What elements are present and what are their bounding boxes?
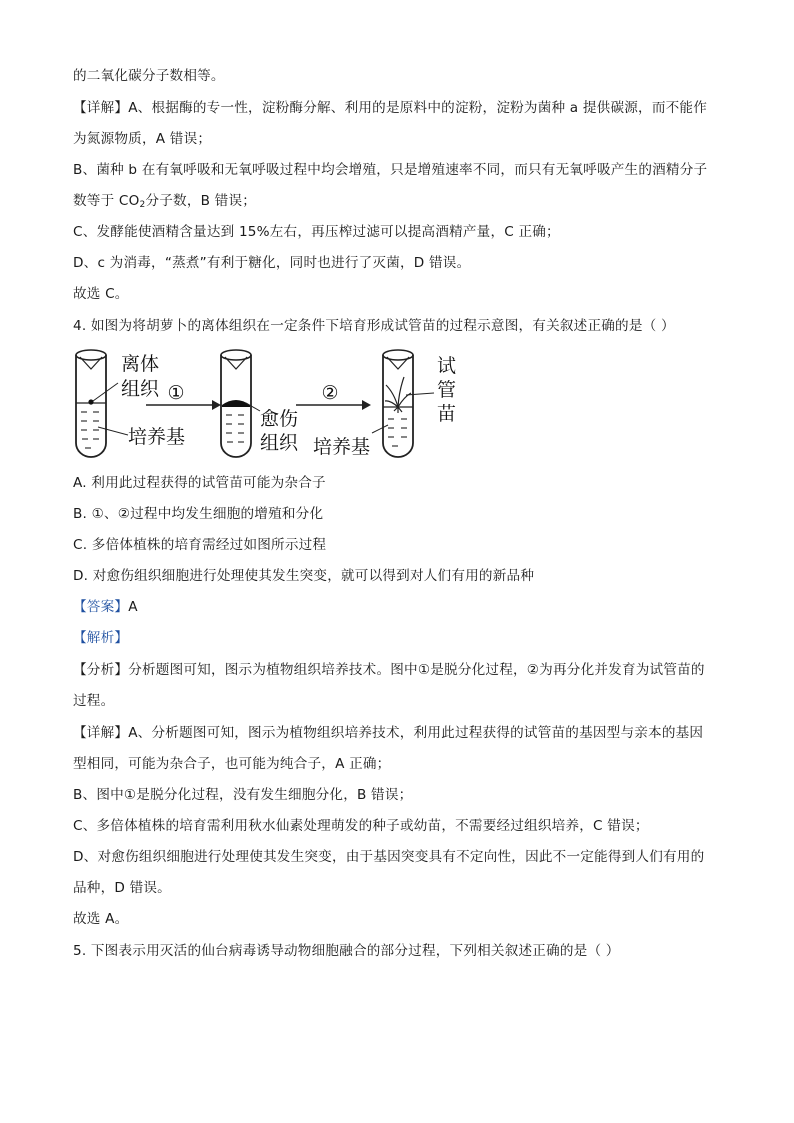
q4-fenxi-cont: 过程。 xyxy=(73,693,115,709)
q4-detail-a-cont: 型相同，可能为杂合子，也可能为纯合子，A 正确； xyxy=(73,756,391,772)
prev-detail-a-cont: 为氮源物质，A 错误； xyxy=(73,131,212,147)
q4-choose: 故选 A。 xyxy=(73,911,129,927)
step-2-label: ② xyxy=(321,382,339,404)
tissue-culture-figure xyxy=(68,345,468,465)
prev-detail-b: B、菌种 b 在有氧呼吸和无氧呼吸过程中均会增殖，只是增殖速率不同，而只有无氧呼吸产生的酒精分子 xyxy=(73,162,708,178)
callus-mass xyxy=(222,400,250,407)
label-plantlet-2: 管 xyxy=(437,379,457,401)
q5-stem: 5. 下图表示用灭活的仙台病毒诱导动物细胞融合的部分过程，下列相关叙述正确的是（ ） xyxy=(73,943,620,959)
fenxi-tag: 【分析】 xyxy=(73,662,129,678)
label-tissue-2: 组织 xyxy=(121,378,160,400)
test-tube-3 xyxy=(372,350,434,457)
q4-option-b: B. ①、②过程中均发生细胞的增殖和分化 xyxy=(73,506,324,522)
label-medium-2: 培养基 xyxy=(313,436,371,458)
explant-dot xyxy=(88,399,93,404)
test-tube-2 xyxy=(221,350,260,457)
detail-tag: 【详解】 xyxy=(73,725,129,741)
q4-detail-b: B、图中①是脱分化过程，没有发生细胞分化，B 错误； xyxy=(73,787,413,803)
q4-analysis-tag: 【解析】 xyxy=(73,630,129,646)
q4-fenxi: 【分析】分析题图可知，图示为植物组织培养技术。图中①是脱分化过程，②为再分化并发育为试管苗的 xyxy=(73,662,705,678)
prev-answer-continuation: 的二氧化碳分子数相等。 xyxy=(73,68,225,84)
detail-tag: 【详解】 xyxy=(73,100,129,116)
answer-tag: 【答案】 xyxy=(73,599,129,615)
prev-detail-a: 【详解】A、根据酶的专一性，淀粉酶分解、利用的是原料中的淀粉，淀粉为菌种 a 提供碳源，而不能作 xyxy=(73,100,708,116)
label-callus-2: 组织 xyxy=(260,432,299,454)
prev-detail-b-cont: 数等于 $CO_2$分子数，B 错误； xyxy=(73,193,257,210)
prev-detail-c: C、发酵能使酒精含量达到 15%左右，再压榨过滤可以提高酒精产量，C 正确； xyxy=(73,224,560,240)
q4-answer xyxy=(73,597,138,617)
label-tissue-1: 离体 xyxy=(121,353,160,375)
q4-option-a: A. 利用此过程获得的试管苗可能为杂合子 xyxy=(73,475,326,491)
prev-choose: 故选 C。 xyxy=(73,286,129,302)
q4-option-d: D. 对愈伤组织细胞进行处理使其发生突变，就可以得到对人们有用的新品种 xyxy=(73,568,535,584)
prev-detail-d: D、c 为消毒，“蒸煮”有利于糖化，同时也进行了灭菌，D 错误。 xyxy=(73,255,471,271)
q4-detail-d-cont: 品种，D 错误。 xyxy=(73,880,171,896)
q4-detail-d: D、对愈伤组织细胞进行处理使其发生突变，由于基因突变具有不定向性，因此不一定能得到人们有用的 xyxy=(73,849,705,865)
label-plantlet-3: 苗 xyxy=(437,403,457,425)
q4-option-c: C. 多倍体植株的培育需经过如图所示过程 xyxy=(73,537,327,553)
q4-detail-a: 【详解】A、分析题图可知，图示为植物组织培养技术，利用此过程获得的试管苗的基因型与亲本的基因 xyxy=(73,725,704,741)
label-medium-1: 培养基 xyxy=(128,426,186,448)
label-plantlet-1: 试 xyxy=(437,355,457,377)
q4-stem: 4. 如图为将胡萝卜的离体组织在一定条件下培育形成试管苗的过程示意图，有关叙述正确的是（ ） xyxy=(73,318,675,334)
q4-detail-c: C、多倍体植株的培育需利用秋水仙素处理萌发的种子或幼苗，不需要经过组织培养，C 错误； xyxy=(73,818,649,834)
label-callus-1: 愈伤 xyxy=(260,408,299,430)
step-1-label: ① xyxy=(167,382,185,404)
answer-value: A xyxy=(128,599,138,615)
